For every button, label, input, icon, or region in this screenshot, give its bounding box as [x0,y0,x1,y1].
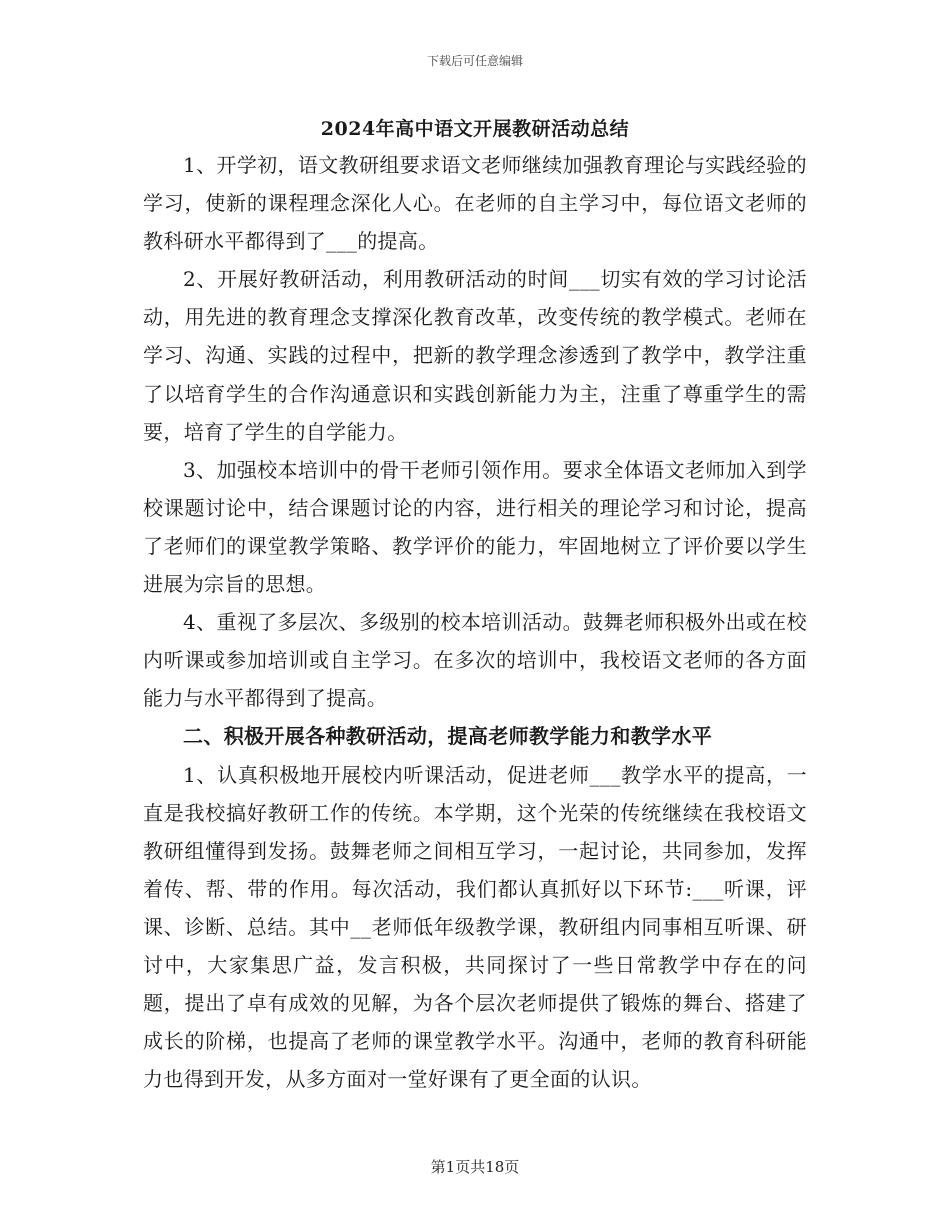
paragraph-2: 2、开展好教研活动，利用教研活动的时间___切实有效的学习讨论活动，用先进的教育理念支撑深化教育改革，改变传统的教学模式。老师在学习、沟通、实践的过程中，把新的教学理念渗透到了教学中，教学注重了以培育学生的合作沟通意识和实践创新能力为主，注重了尊重学生的需要，培育了学生的自学能力。 [143,267,807,444]
paragraph-4: 4、重视了多层次、多级别的校本培训活动。鼓舞老师积极外出或在校内听课或参加培训或自主学习。在多次的培训中，我校语文老师的各方面能力与水平都得到了提高。 [143,610,807,711]
page-header-note: 下载后可任意编辑 [426,54,523,68]
section-paragraph-1: 1、认真积极地开展校内听课活动，促进老师___教学水平的提高，一直是我校搞好教研工作的传统。本学期，这个光荣的传统继续在我校语文教研组懂得到发扬。鼓舞老师之间相互学习，一起讨论，共同参加，发挥着传、帮、带的作用。每次活动，我们都认真抓好以下环节:___听课，评课、诊断、总结。其中__老师低年级教学课，教研组内同事相互听课、研讨中，大家集思广益，发言积极，共同探讨了一些日常教学中存在的问题，提出了卓有成效的见解，为各个层次老师提供了锻炼的舞台、搭建了成长的阶梯，也提高了老师的课堂教学水平。沟通中，老师的教育科研能力也得到开发，从多方面对一堂好课有了更全面的认识。 [143,762,807,1092]
section-heading: 二、积极开展各种教研活动，提高老师教学能力和教学水平 [183,724,713,749]
document-title: 2024年高中语文开展教研活动总结 [320,118,630,140]
document-body [143,146,807,1098]
page-number: 第1页共18页 [430,1158,520,1176]
paragraph-1: 1、开学初，语文教研组要求语文老师继续加强教育理论与实践经验的学习，使新的课程理念深化人心。在老师的自主学习中，每位语文老师的教科研水平都得到了___的提高。 [143,153,807,254]
paragraph-3: 3、加强校本培训中的骨干老师引领作用。要求全体语文老师加入到学校课题讨论中，结合课题讨论的内容，进行相关的理论学习和讨论，提高了老师们的课堂教学策略、教学评价的能力，牢固地树立了评价要以学生进展为宗旨的思想。 [143,457,807,597]
